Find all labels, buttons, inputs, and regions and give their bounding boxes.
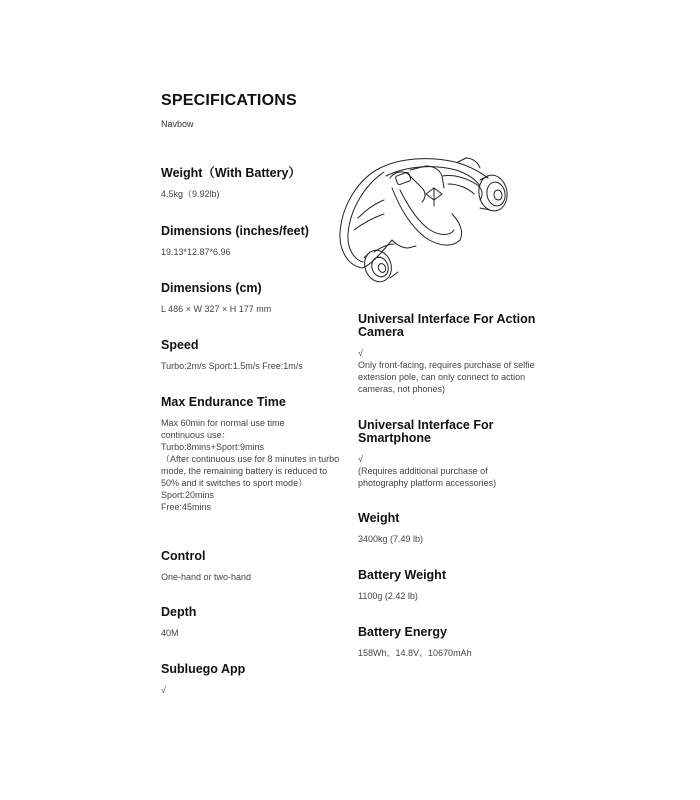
spec-value: 1100g (2.42 lb) [358, 591, 418, 601]
spec-weight [358, 512, 538, 545]
spec-battery-weight [358, 569, 538, 602]
spec-value: 4.5kg（9.92lb) [161, 189, 220, 199]
page-subtitle: Navbow [161, 119, 194, 129]
spec-label: Battery Weight [358, 568, 446, 582]
spec-value: √ [161, 685, 166, 695]
spec-label: Max Endurance Time [161, 395, 286, 409]
spec-label: Control [161, 549, 206, 563]
spec-weight-with-battery [161, 166, 341, 200]
spec-subluego-app [161, 662, 341, 696]
spec-value: √ (Requires additional purchase of photography platform accessories) [358, 454, 497, 488]
spec-label: Battery Energy [358, 625, 447, 639]
spec-value: Max 60min for normal use time continuous use： Turbo:8mins+Sport:9mins （After continuous use for 8 minutes in turbo mode, the remaining battery is reduced to 50% and it switches to sport mode） Sport:20mins Free:45mins [161, 418, 340, 512]
spec-speed [161, 338, 341, 372]
spec-label: Subluego App [161, 662, 246, 676]
page-title: SPECIFICATIONS [161, 92, 297, 109]
spec-action-camera-interface [358, 313, 538, 395]
spec-battery-energy [358, 626, 538, 659]
spec-label: Weight [358, 511, 400, 525]
spec-label: Weight（With Battery） [161, 166, 301, 180]
spec-label: Speed [161, 338, 199, 352]
spec-smartphone-interface [358, 419, 538, 489]
spec-label: Universal Interface For Action Camera [358, 312, 536, 339]
spec-dimensions-inches [161, 224, 341, 258]
spec-label: Dimensions (cm) [161, 281, 262, 295]
spec-label: Dimensions (inches/feet) [161, 224, 309, 238]
spec-value: 158Wh、14.8V、10670mAh [358, 648, 472, 658]
spec-label: Depth [161, 605, 197, 619]
underwater-scooter-illustration-icon [330, 148, 512, 288]
spec-value: 40M [161, 628, 179, 638]
spec-value: √ Only front-facing, requires purchase of selfie extension pole, can only connect to action cameras, not phones) [358, 348, 535, 394]
spec-value: Turbo:2m/s Sport:1.5m/s Free:1m/s [161, 361, 303, 371]
spec-label: Universal Interface For Smartphone [358, 418, 494, 445]
spec-max-endurance-time [161, 395, 341, 513]
spec-depth [161, 605, 341, 639]
spec-value: 19.13*12.87*6.96 [161, 247, 231, 257]
spec-dimensions-cm [161, 281, 341, 315]
spec-control [161, 549, 341, 583]
spec-value: 3400kg (7.49 lb) [358, 534, 424, 544]
spec-value: One-hand or two-hand [161, 572, 252, 582]
spec-value: L 486 × W 327 × H 177 mm [161, 304, 272, 314]
